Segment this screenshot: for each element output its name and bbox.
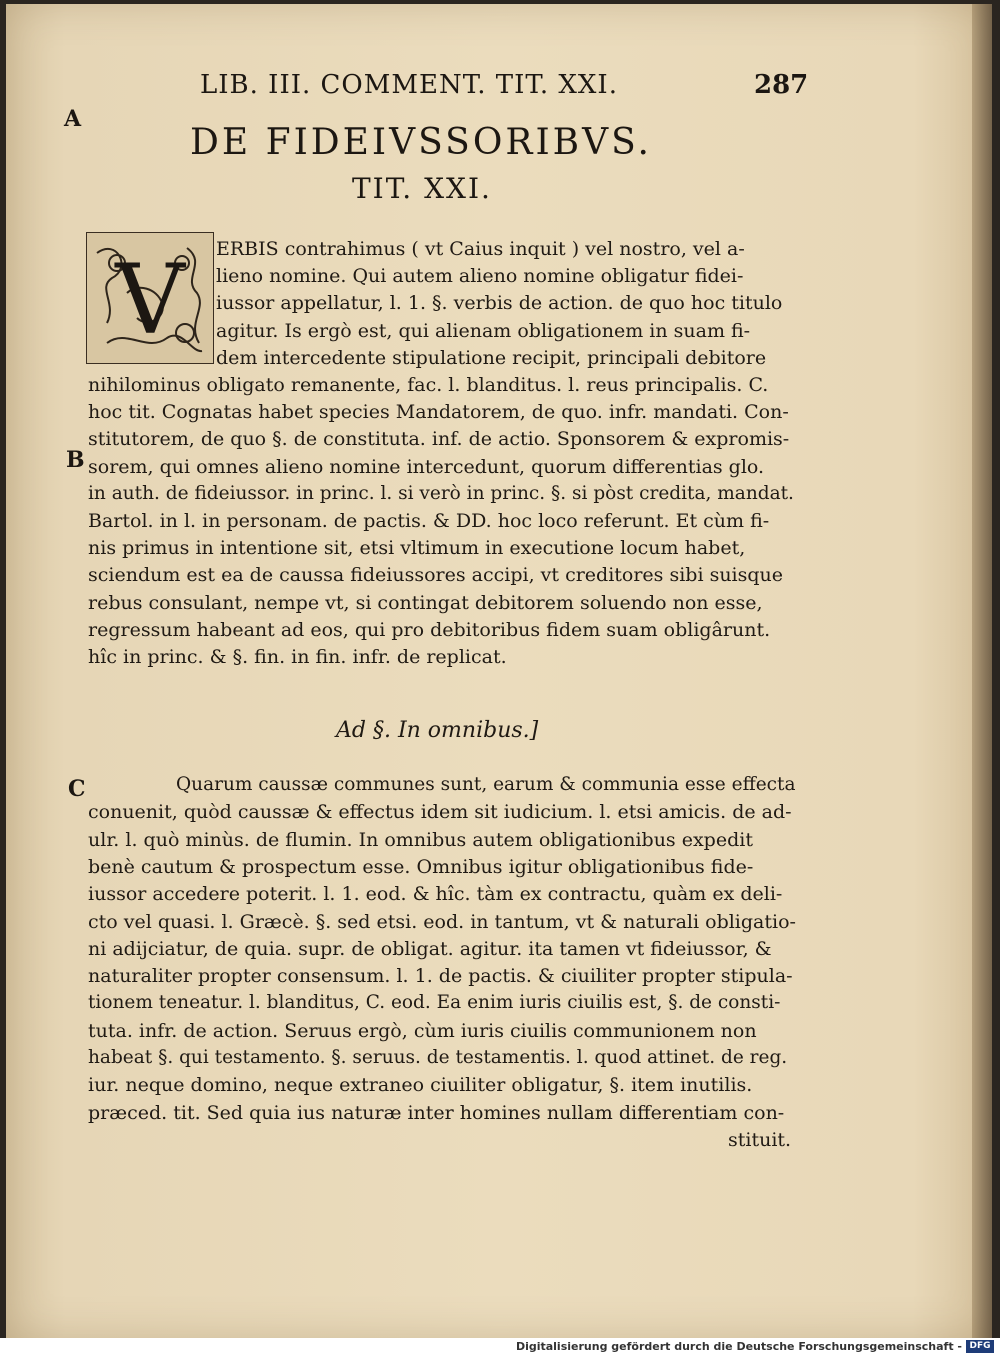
initial-letter: V [115, 244, 185, 356]
text-line: iussor appellatur, l. 1. §. verbis de action. de quo hoc titulo [216, 292, 783, 315]
ornament-initial-icon [87, 233, 213, 363]
text-line: naturaliter propter consensum. l. 1. de pactis. & ciuiliter propter stipula- [88, 965, 793, 988]
text-line: cto vel quasi. l. Græcè. §. sed etsi. eod. in tantum, vt & naturali obligatio- [88, 910, 796, 933]
chapter-subtitle: TIT. XXI. [352, 172, 492, 205]
text-line: regressum habeant ad eos, qui pro debitoribus fidem suam obligârunt. [88, 618, 771, 641]
text-line: habeat §. qui testamento. §. seruus. de testamentis. l. quod attinet. de reg. [88, 1047, 788, 1068]
margin-letter-c: C [68, 776, 86, 802]
text-line: hîc in princ. & §. fin. in fin. infr. de replicat. [88, 646, 507, 668]
text-line: conuenit, quòd caussæ & effectus idem sit iudicium. l. etsi amicis. de ad- [88, 801, 792, 824]
text-line: stitutorem, de quo §. de constituta. inf. de actio. Sponsorem & expromis- [88, 428, 790, 451]
text-line: sorem, qui omnes alieno nomine intercedunt, quorum differentias glo. [88, 455, 765, 478]
text-line: iussor accedere poterit. l. 1. eod. & hîc. tàm ex contractu, quàm ex deli- [88, 883, 783, 906]
text-line: ulr. l. quò minùs. de flumin. In omnibus autem obligationibus expedit [88, 828, 753, 851]
text-line: nihilominus obligato remanente, fac. l. blanditus. l. reus principalis. C. [88, 374, 769, 396]
text-line: benè cautum & prospectum esse. Omnibus igitur obligationibus fide- [88, 855, 754, 878]
text-line: agitur. Is ergò est, qui alienam obligationem in suam fi- [216, 319, 751, 342]
text-line: iur. neque domino, neque extraneo ciuiliter obligatur, §. item inutilis. [88, 1074, 753, 1097]
text-line: ERBIS contrahimus ( vt Caius inquit ) vel nostro, vel a- [216, 238, 745, 260]
running-head: LIB. III. COMMENT. TIT. XXI. [200, 70, 618, 100]
text-line: hoc tit. Cognatas habet species Mandatorem, de quo. infr. mandati. Con- [88, 401, 789, 424]
text-line: tionem teneatur. l. blanditus, C. eod. Ea enim iuris ciuilis est, §. de consti- [88, 992, 781, 1014]
text-line: in auth. de fideiussor. in princ. l. si verò in princ. §. si pòst credita, mandat. [88, 482, 794, 504]
text-line: sciendum est ea de caussa fideiussores accipi, vt creditores sibi suisque [88, 564, 784, 587]
section-heading: Ad §. In omnibus.] [336, 718, 539, 743]
page-edge-shadow [972, 4, 992, 1338]
text-line: lieno nomine. Qui autem alieno nomine obligatur fidei- [216, 265, 744, 288]
decorated-initial [86, 232, 214, 364]
text-line: Quarum caussæ communes sunt, earum & communia esse effecta [176, 774, 796, 795]
text-line: dem intercedente stipulatione recipit, principali debitore [216, 346, 767, 369]
text-line: tuta. infr. de action. Seruus ergò, cùm iuris ciuilis communionem non [88, 1019, 757, 1042]
text-line: Bartol. in l. in personam. de pactis. & DD. hoc loco referunt. Et cùm fi- [88, 510, 770, 532]
text-line: ni adijciatur, de quia. supr. de obligat. agitur. ita tamen vt fideiussor, & [88, 937, 772, 960]
text-line: præced. tit. Sed quia ius naturæ inter homines nullam differentiam con- [88, 1101, 785, 1124]
page-number: 287 [754, 70, 809, 100]
text-line: rebus consulant, nempe vt, si contingat debitorem soluendo non esse, [88, 591, 763, 614]
text-line: stituit. [728, 1128, 792, 1151]
margin-letter-b: B [66, 447, 85, 473]
margin-letter-a: A [64, 106, 82, 132]
footer-credit: Digitalisierung gefördert durch die Deutsche Forschungsgemeinschaft - [515, 1340, 962, 1353]
text-line: nis primus in intentione sit, etsi vltimum in executione locum habet, [88, 537, 746, 560]
chapter-title: DE FIDEIVSSORIBVS. [190, 122, 652, 163]
dfg-logo: DFG [966, 1340, 994, 1353]
